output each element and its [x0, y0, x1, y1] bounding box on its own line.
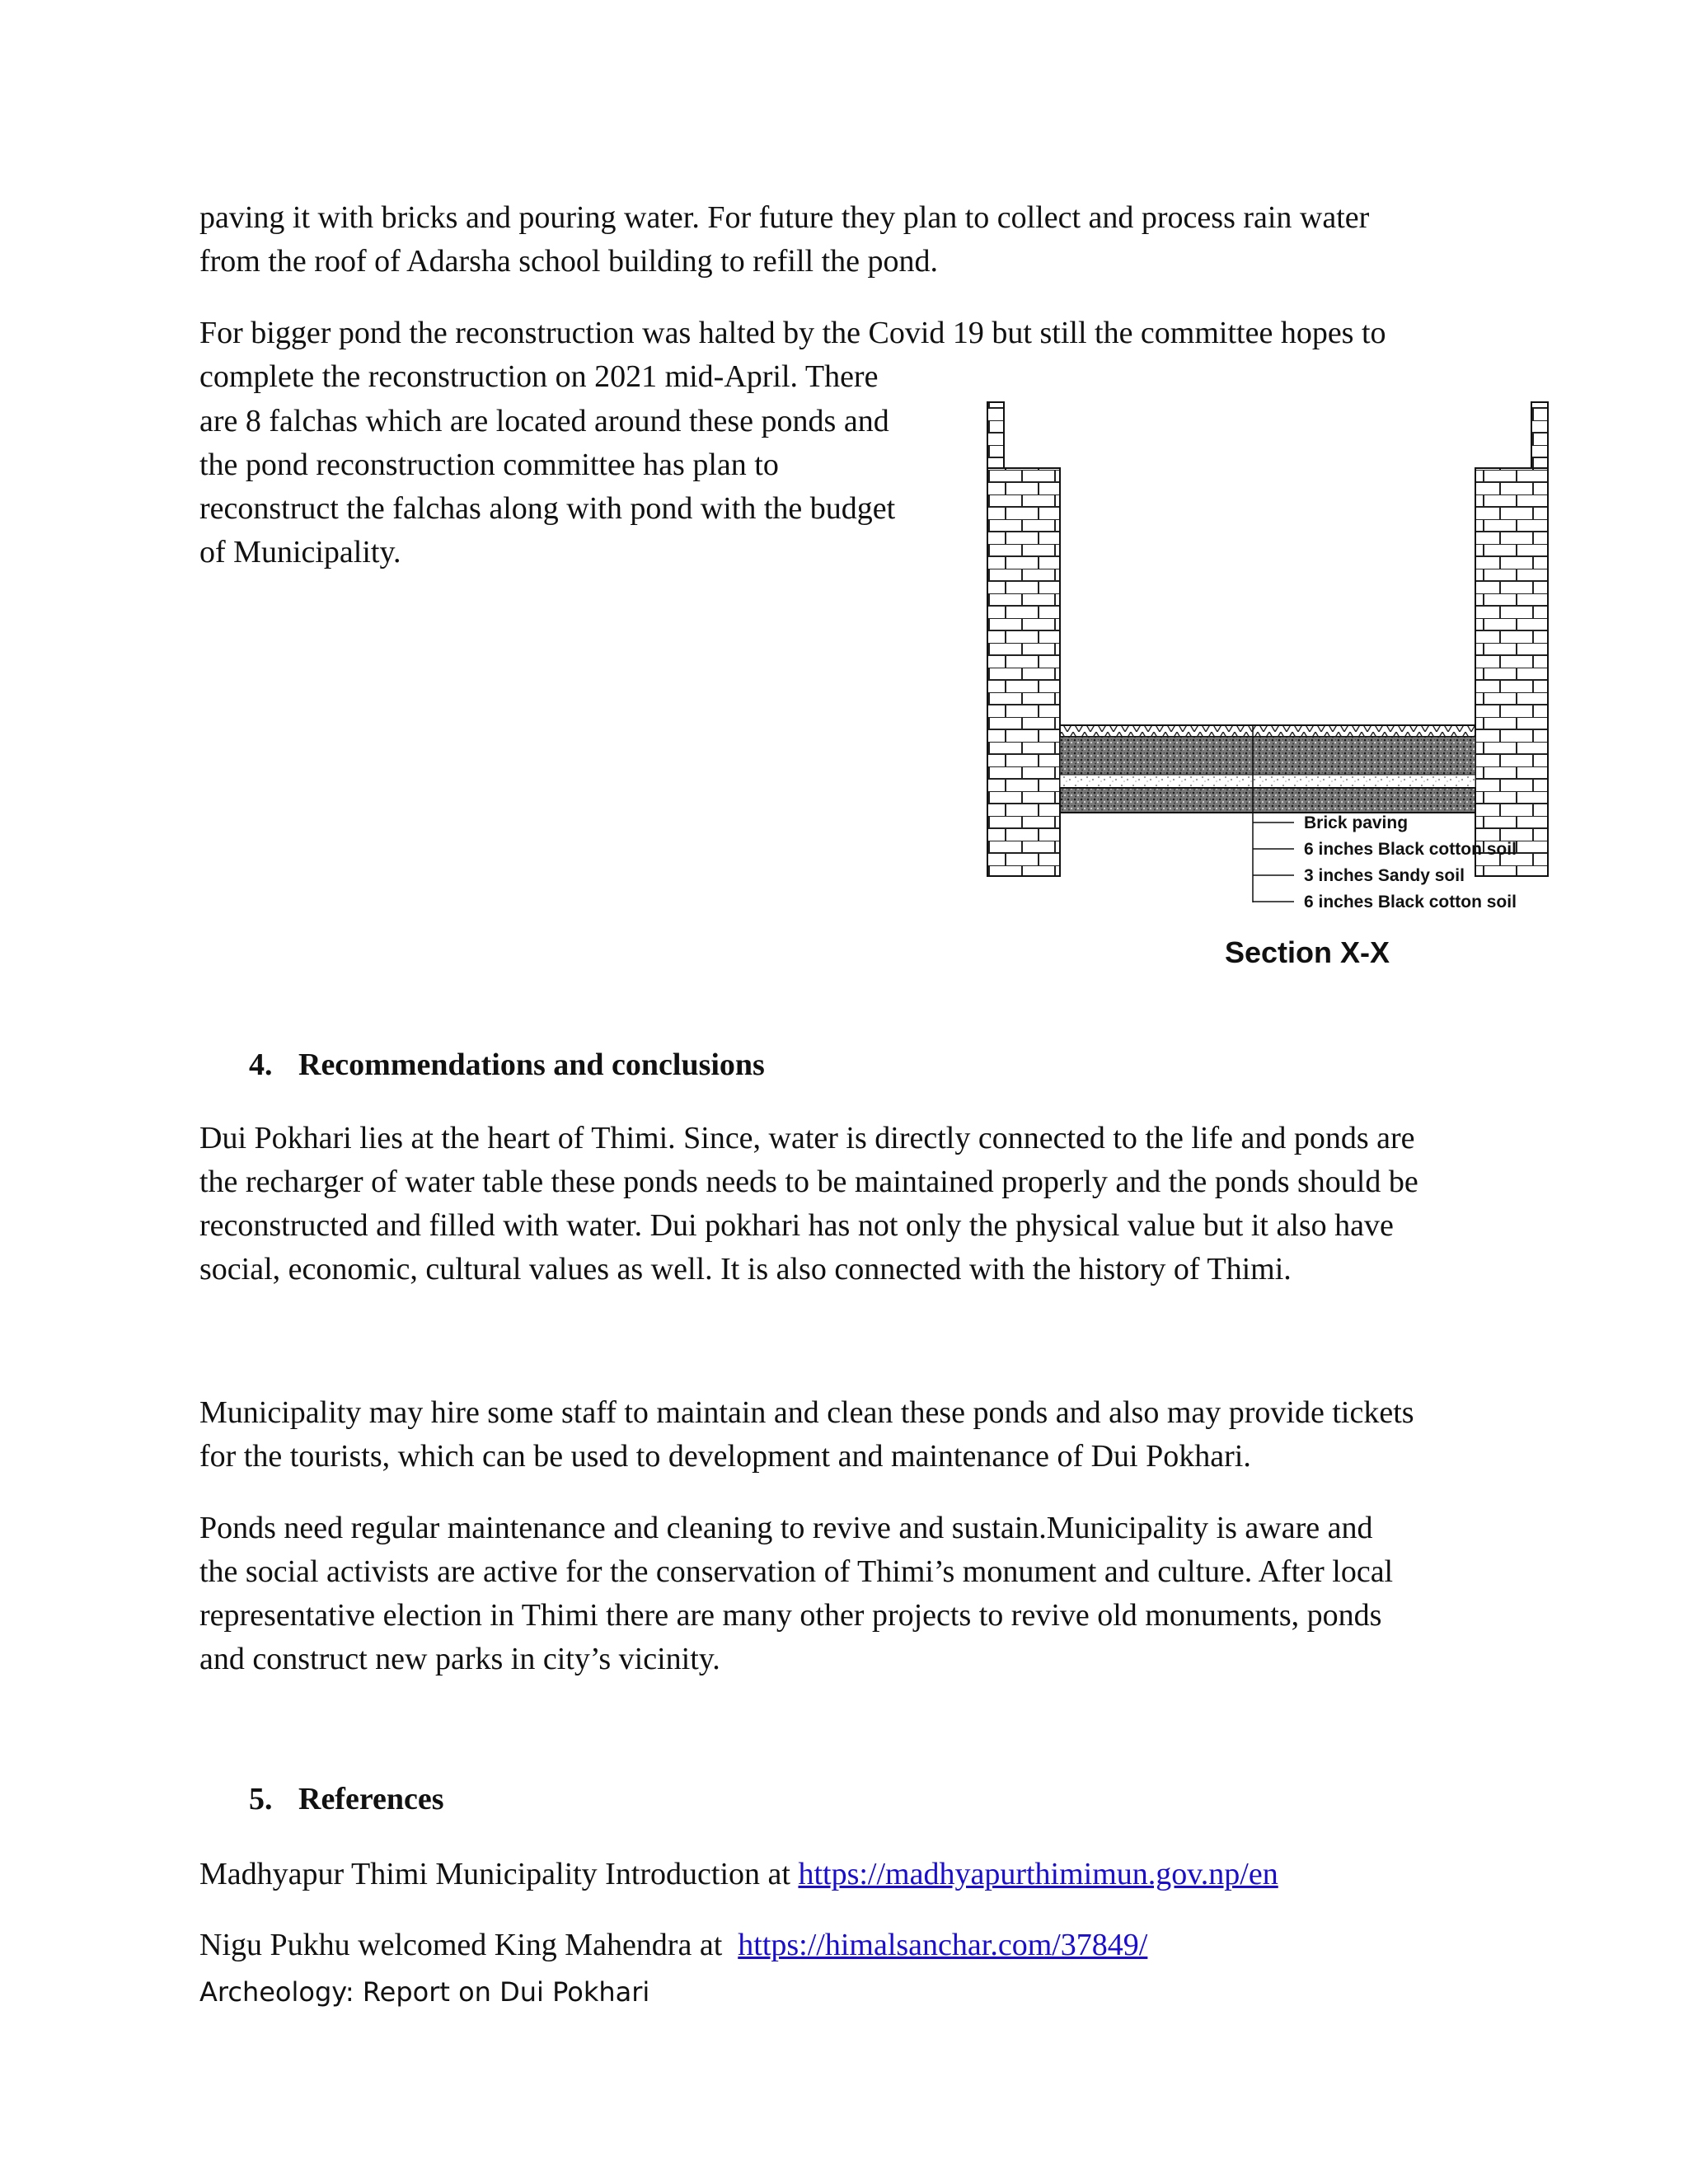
section-number: 4.: [249, 1047, 273, 1082]
diagram-label: 3 inches Sandy soil: [1304, 866, 1465, 885]
left-wall-cap: [987, 402, 1004, 468]
reference-text: Madhyapur Thimi Municipality Introduction at: [199, 1857, 799, 1891]
body-text-line: Dui Pokhari lies at the heart of Thimi. Since, water is directly connected to the life and ponds are: [199, 1121, 1415, 1155]
body-text-line: the pond reconstruction committee has plan to: [199, 448, 779, 482]
body-text-line: reconstruct the falchas along with pond with the budget: [199, 491, 896, 526]
section-title: Recommendations and conclusions: [298, 1047, 765, 1082]
body-text-line: social, economic, cultural values as well. It is also connected with the history of Thimi.: [199, 1252, 1292, 1286]
body-text-line: for the tourists, which can be used to development and maintenance of Dui Pokhari.: [199, 1439, 1251, 1474]
body-text-line: representative election in Thimi there are many other projects to revive old monuments, ponds: [199, 1598, 1382, 1633]
section-heading-5: [249, 1781, 444, 1817]
body-text-line: are 8 falchas which are located around these ponds and: [199, 404, 889, 438]
right-wall: [1475, 468, 1548, 876]
body-text-line: Ponds need regular maintenance and cleaning to revive and sustain.Municipality is aware and: [199, 1511, 1373, 1545]
sandy-soil-layer: [1060, 775, 1475, 788]
body-text-line: paving it with bricks and pouring water. For future they plan to collect and process rain water: [199, 200, 1370, 235]
pond-section-diagram: [981, 396, 1566, 989]
section-number: 5.: [249, 1782, 273, 1816]
body-text-line: Municipality may hire some staff to maintain and clean these ponds and also may provide tickets: [199, 1395, 1414, 1430]
diagram-caption: Section X-X: [1225, 935, 1390, 969]
left-wall: [987, 468, 1060, 876]
section-title: References: [298, 1782, 444, 1816]
reference-text: Nigu Pukhu welcomed King Mahendra at: [199, 1928, 738, 1962]
right-wall-cap: [1531, 402, 1548, 468]
section-heading-4: [249, 1047, 765, 1083]
diagram-label: Brick paving: [1304, 813, 1409, 832]
body-text-line: from the roof of Adarsha school building to refill the pond.: [199, 244, 938, 279]
reference-link[interactable]: https://himalsanchar.com/37849/: [738, 1928, 1148, 1962]
black-cotton-soil-layer-top: [1060, 737, 1475, 775]
diagram-label: 6 inches Black cotton soil: [1304, 840, 1517, 859]
body-text-line: For bigger pond the reconstruction was halted by the Covid 19 but still the committee hopes to: [199, 316, 1386, 350]
page-footer: Archeology: Report on Dui Pokhari: [199, 1976, 650, 2008]
brick-paving-layer: [1060, 725, 1475, 737]
black-cotton-soil-layer-bottom: [1060, 788, 1475, 813]
diagram-label: 6 inches Black cotton soil: [1304, 893, 1517, 912]
reference-item: [199, 1852, 1278, 1896]
reference-item: [199, 1923, 1147, 1967]
body-text-line: complete the reconstruction on 2021 mid-April. There: [199, 359, 879, 394]
body-text-line: the social activists are active for the conservation of Thimi’s monument and culture. After local: [199, 1554, 1394, 1589]
body-text-line: reconstructed and filled with water. Dui pokhari has not only the physical value but it also have: [199, 1208, 1394, 1243]
body-text-line: of Municipality.: [199, 535, 401, 569]
reference-link[interactable]: https://madhyapurthimimun.gov.np/en: [798, 1857, 1278, 1891]
body-text-line: the recharger of water table these ponds needs to be maintained properly and the ponds should be: [199, 1165, 1418, 1199]
body-text-line: and construct new parks in city’s vicinity.: [199, 1642, 720, 1676]
